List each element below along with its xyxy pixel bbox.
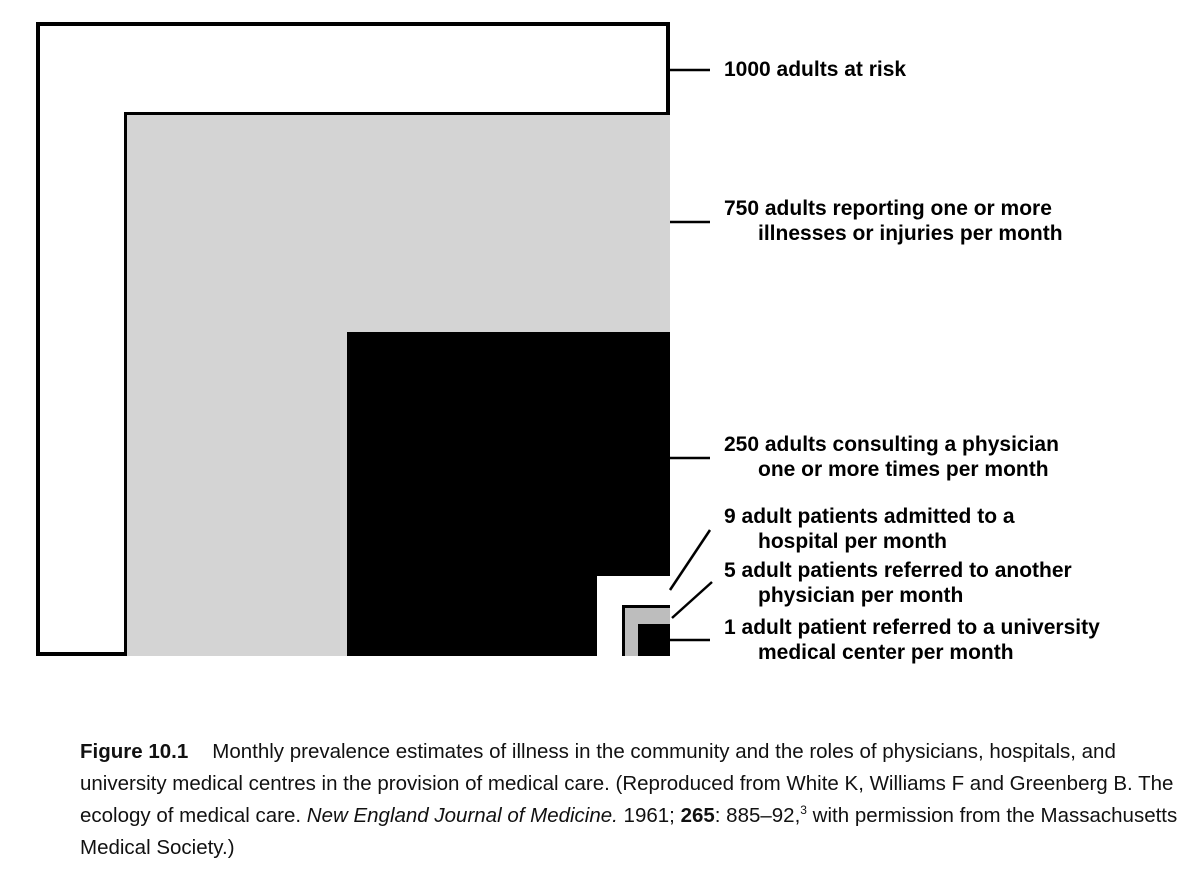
figure-number: Figure 10.1 — [80, 740, 189, 763]
caption-year: 1961; — [617, 804, 681, 827]
caption-pages: : 885–92, — [714, 804, 801, 827]
label-consulting — [724, 432, 1059, 482]
caption-text: Monthly prevalence estimates of illness in the community and the roles of physicians, hospitals, and university medical centres in the provision of medical care. (Reproduced from White K, Williams F and Greenberg B. The ecology of medical care. — [80, 740, 1174, 827]
label-admitted-line1: 9 adult patients admitted to a — [724, 505, 1015, 528]
label-admitted — [724, 504, 1015, 554]
label-at-risk-line1: 1000 adults at risk — [724, 58, 907, 81]
label-university-line1: 1 adult patient referred to a university — [724, 616, 1100, 639]
caption-permission: with permission from the Massachusetts Medical Society.) — [80, 804, 1178, 859]
caption-volume: 265 — [680, 804, 715, 827]
label-university-line2: medical center per month — [758, 641, 1014, 664]
label-referred — [724, 558, 1072, 608]
label-reporting-line2: illnesses or injuries per month — [758, 222, 1063, 245]
label-referred-line1: 5 adult patients referred to another — [724, 559, 1072, 582]
label-consulting-line2: one or more times per month — [758, 458, 1049, 481]
leader-line-referred — [672, 582, 712, 618]
label-referred-line2: physician per month — [758, 584, 964, 607]
label-reporting-line1: 750 adults reporting one or more — [724, 197, 1052, 220]
caption-reference-number: 3 — [800, 803, 807, 818]
leader-line-admitted — [670, 530, 710, 590]
label-reporting — [724, 196, 1063, 246]
figure-caption — [80, 736, 1180, 864]
label-university — [724, 615, 1100, 665]
label-admitted-line2: hospital per month — [758, 530, 947, 553]
label-at-risk — [724, 57, 906, 82]
label-consulting-line1: 250 adults consulting a physician — [724, 433, 1059, 456]
caption-journal: New England Journal of Medicine. — [306, 804, 618, 827]
